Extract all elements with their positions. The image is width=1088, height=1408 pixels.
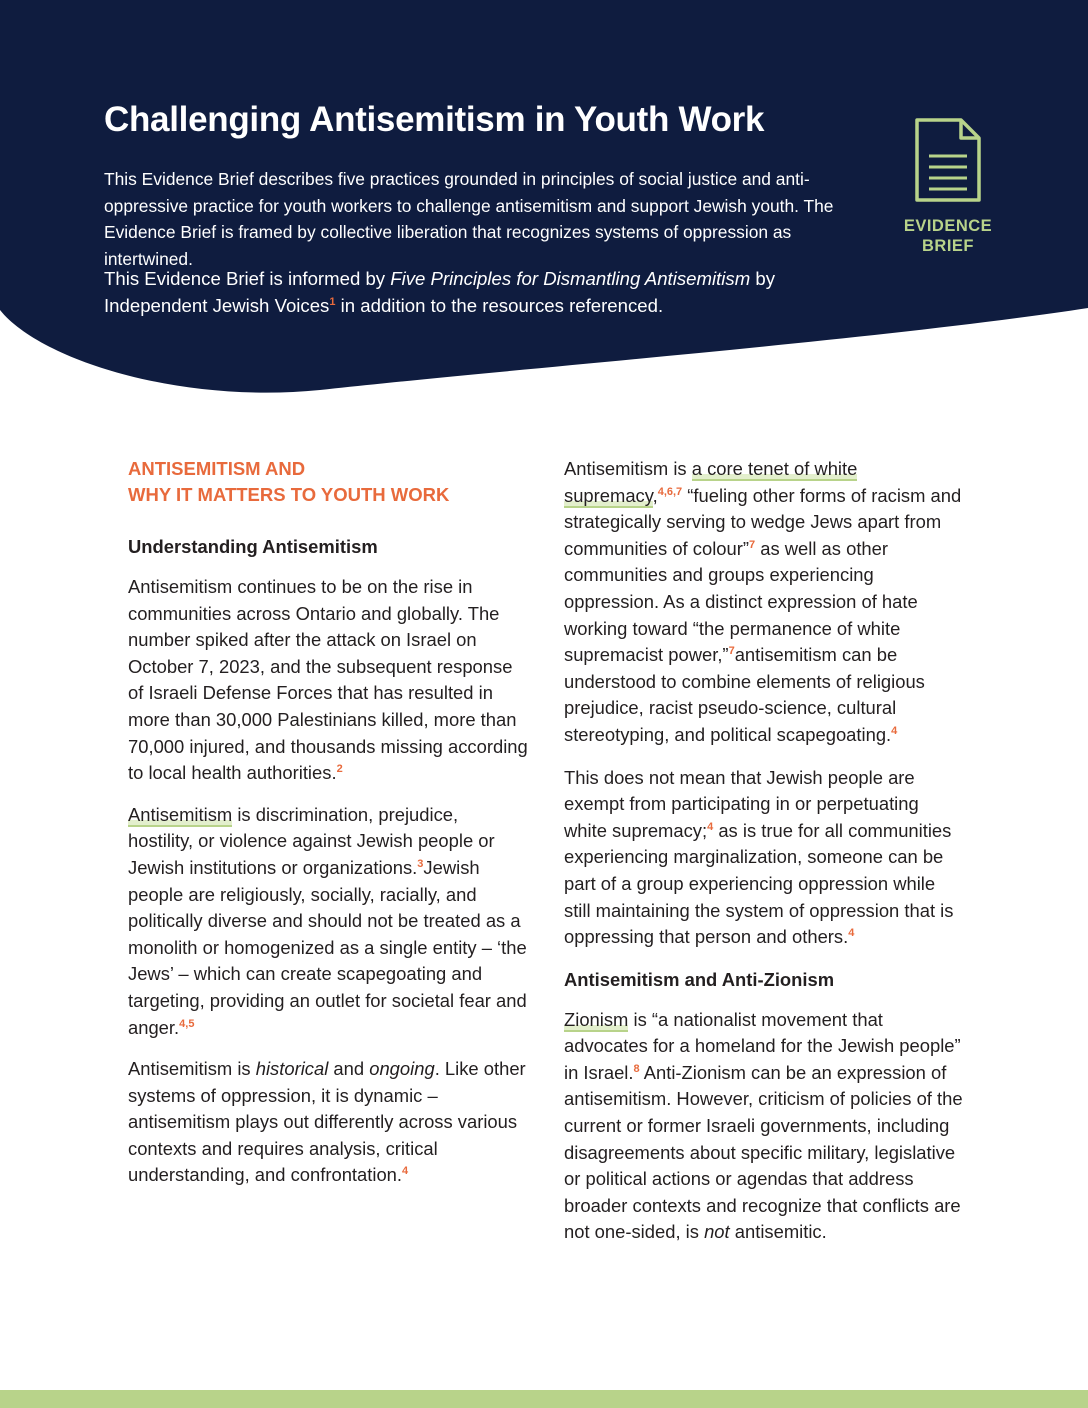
paragraph-text: antisemitism can be understood to combine elements of religious prejudice, racist pseudo-science, cultural stereotyping, and political scapegoating. xyxy=(564,644,925,745)
emphasis-text: historical xyxy=(255,1058,329,1080)
glossary-term-link[interactable]: Zionism xyxy=(564,1008,629,1030)
intro-paragraph: This Evidence Brief describes five practices grounded in principles of social justice and anti-oppressive practice for youth workers to challenge antisemitism and support Jewish youth. The Evidence Brief is framed by collective liberation that recognizes systems of oppression as intertwined. xyxy=(104,169,834,269)
footnote-ref[interactable]: 8 xyxy=(633,1062,640,1075)
glossary-term-link[interactable]: Antisemitism xyxy=(128,803,233,825)
footnote-ref[interactable]: 4 xyxy=(402,1165,409,1178)
paragraph-text: antisemitic. xyxy=(729,1221,827,1243)
paragraph-not-exempt xyxy=(564,765,964,951)
paragraph-zionism xyxy=(564,1007,964,1246)
paragraph-text: is “a nationalist movement that advocates for a homeland for the Jewish people” in Israel. xyxy=(564,1008,961,1083)
informed-by-paragraph xyxy=(104,265,844,319)
footnote-ref[interactable]: 3 xyxy=(417,857,424,870)
badge-label xyxy=(896,216,1000,256)
footnote-ref[interactable]: 4 xyxy=(891,724,898,737)
paragraph-text: Antisemitism continues to be on the rise in communities across Ontario and globally. The number spiked after the attack on Israel on October 7, 2023, and the subsequent response of Israeli Defense Forces that has resulted in more than 30,000 Palestinians killed, more than 70,000 injured, and thousands missing according to local health authorities. xyxy=(128,576,528,784)
glossary-term-link[interactable]: a core tenet of white supremacy xyxy=(564,458,858,506)
emphasis-text: not xyxy=(704,1221,730,1243)
paragraph-text: Jewish people are religiously, socially, racially, and politically diverse and should not be treated as a monolith or homogenized as a single entity – ‘the Jews’ – which can create scapegoating and targeting, providing an outlet for societal fear and anger. xyxy=(128,856,527,1038)
paragraph-text: This does not mean that Jewish people are exempt from participating in or perpetuating white supremacy; xyxy=(564,766,919,841)
paragraph-text: , xyxy=(652,484,658,506)
paragraph-text: Antisemitism is xyxy=(128,1058,256,1080)
footnote-ref[interactable]: 1 xyxy=(329,295,336,308)
right-column xyxy=(564,456,964,1262)
informed-suffix: in addition to the resources referenced. xyxy=(335,295,664,316)
paragraph-text: and xyxy=(328,1058,370,1080)
paragraph-text: “fueling other forms of racism and strategically serving to wedge Jews apart from communities of colour” xyxy=(564,484,962,559)
subheading-understanding: Understanding Antisemitism xyxy=(128,536,378,557)
principles-title: Five Principles for Dismantling Antisemitism xyxy=(390,268,751,289)
footnote-ref[interactable]: 7 xyxy=(728,645,735,658)
emphasis-text: ongoing xyxy=(369,1058,435,1080)
informed-by: by Independent Jewish Voices xyxy=(104,268,775,316)
paragraph-text: is discrimination, prejudice, hostility, or violence against Jewish people or Jewish institutions or organizations. xyxy=(128,803,495,878)
subheading-anti-zionism: Antisemitism and Anti-Zionism xyxy=(564,968,835,990)
paragraph-definition xyxy=(128,802,528,1041)
badge-line-2: BRIEF xyxy=(922,237,974,255)
paragraph-text: Antisemitism is xyxy=(564,458,692,479)
footnote-ref[interactable]: 2 xyxy=(336,763,343,776)
informed-prefix: This Evidence Brief is informed by xyxy=(104,268,391,289)
paragraph-text: . Like other systems of oppression, it is dynamic – antisemitism plays out differently across various contexts and requires analysis, critical understanding, and confrontation. xyxy=(128,1058,526,1186)
footnote-ref[interactable]: 4 xyxy=(707,820,714,833)
footnote-ref[interactable]: 4,6,7 xyxy=(657,485,683,498)
paragraph-rise xyxy=(128,574,528,787)
page-title: Challenging Antisemitism in Youth Work xyxy=(104,100,765,139)
section-heading: ANTISEMITISM AND WHY IT MATTERS TO YOUTH WORK xyxy=(128,458,450,505)
left-column xyxy=(128,456,528,1204)
paragraph-historical xyxy=(128,1056,528,1189)
paragraph-text: as is true for all communities experiencing marginalization, someone can be part of a group experiencing oppression while still maintaining the system of oppression that is oppressing that person and others. xyxy=(564,819,954,948)
footnote-ref[interactable]: 4 xyxy=(848,926,855,939)
paragraph-white-supremacy xyxy=(564,456,964,749)
footnote-ref[interactable]: 4,5 xyxy=(179,1017,195,1030)
badge-line-1: EVIDENCE xyxy=(903,217,993,235)
paragraph-text: as well as other communities and groups experiencing oppression. As a distinct expression of hate working toward “the permanence of white supremacist power,” xyxy=(564,537,918,666)
evidence-brief-badge xyxy=(896,116,1000,256)
paragraph-text: Anti-Zionism can be an expression of antisemitism. However, criticism of policies of the current or former Israeli governments, including disagreements about specific military, legislative or political actions or agendas that address broader contexts and recognize that conflicts are not one-sided, is xyxy=(564,1061,963,1243)
footer-bar xyxy=(0,1390,1088,1408)
document-icon xyxy=(913,116,983,204)
footnote-ref[interactable]: 7 xyxy=(749,538,756,551)
